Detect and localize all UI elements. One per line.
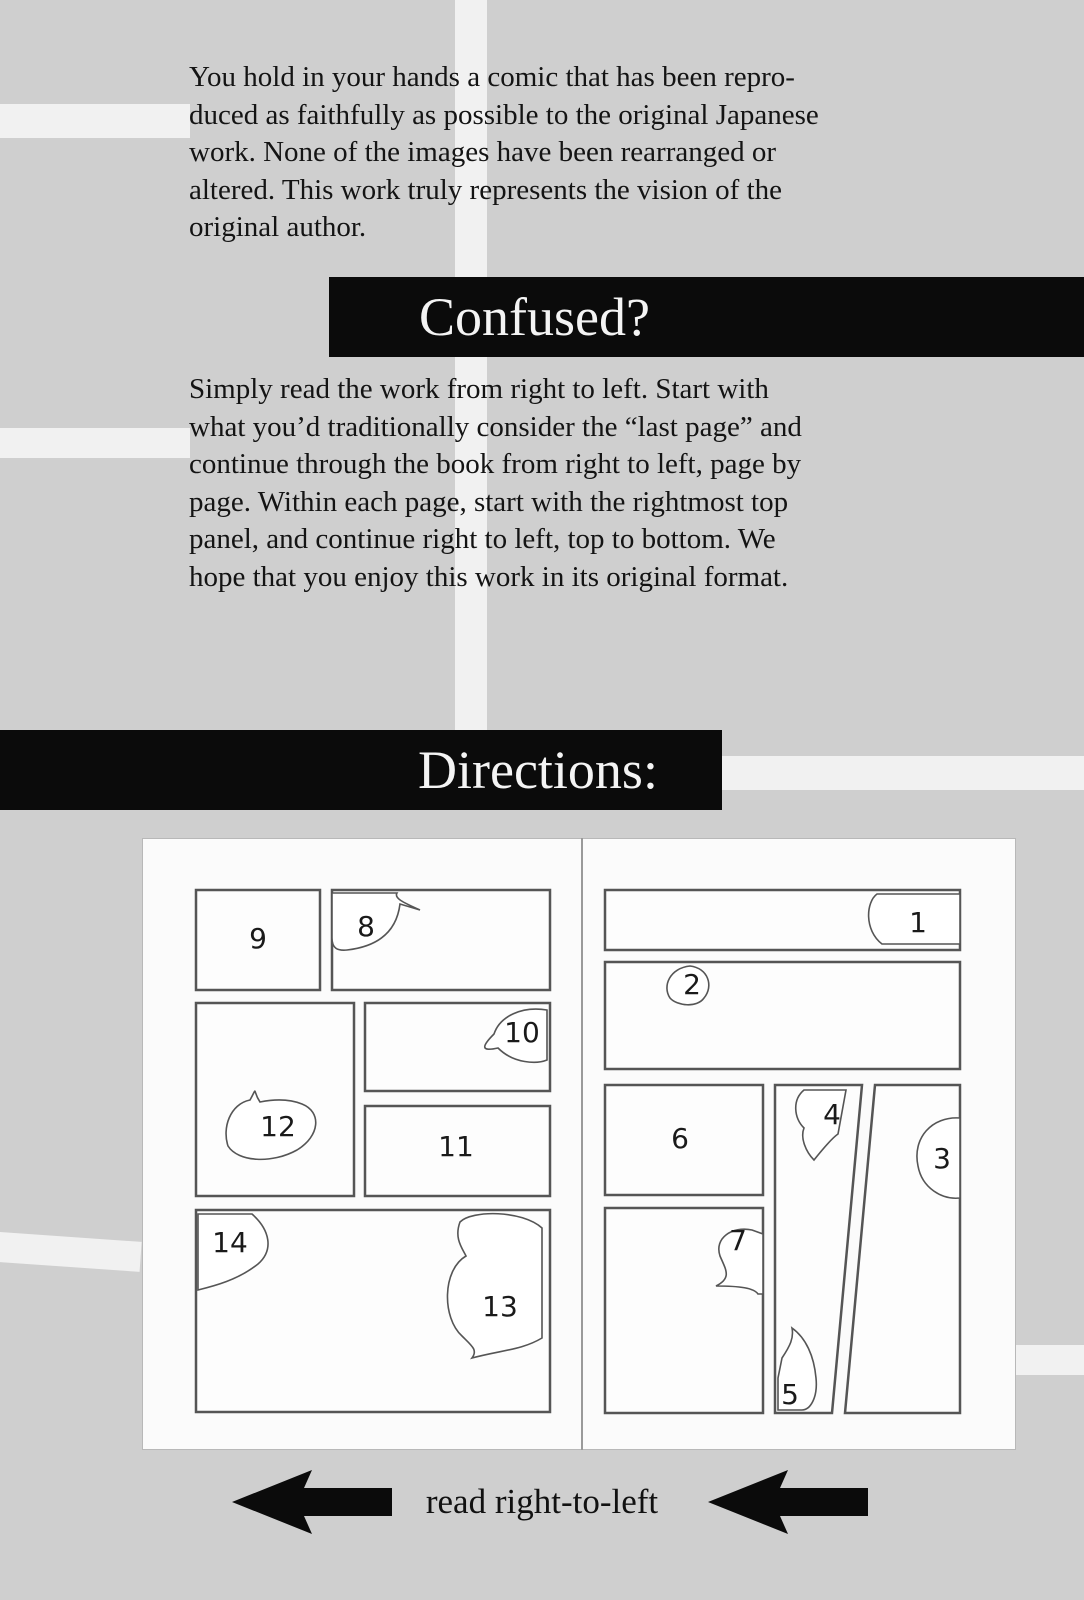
bg-stripe-top [0,104,190,138]
bg-stripe-mid [0,428,190,458]
intro-paragraph [189,59,909,247]
bg-stripe-lower-right [1014,1345,1084,1375]
confused-heading: Confused? [419,287,650,347]
panel-number-12: 12 [260,1110,296,1143]
directions-banner [0,730,722,810]
panel-number-1: 1 [909,906,927,939]
confused-line: continue through the book from right to left, page by [189,448,802,480]
intro-line: original author. [189,211,367,243]
panel-number-9: 9 [249,922,267,955]
intro-line: altered. This work truly represents the vision of the [189,173,783,206]
confused-line: Simply read the work from right to left. Start with [189,373,769,405]
panel-number-7: 7 [729,1224,747,1257]
panel-number-4: 4 [823,1098,841,1131]
panel-number-8: 8 [357,910,375,943]
panel-number-2: 2 [683,968,701,1001]
panel-number-3: 3 [933,1142,951,1175]
panel-number-14: 14 [212,1226,248,1259]
speech-bubble-13 [447,1214,542,1358]
right-arrow-icon [708,1470,870,1534]
panel-number-6: 6 [671,1122,689,1155]
confused-line: what you’d traditionally consider the “last page” and [189,410,802,443]
intro-line: duced as faithfully as possible to the original Japanese [189,98,819,131]
bg-stripe-lower-left [0,1232,142,1272]
confused-line: page. Within each page, start with the rightmost top [189,485,789,518]
panel-number-5: 5 [781,1378,799,1411]
panel-number-13: 13 [482,1290,518,1323]
confused-banner [329,277,1084,357]
confused-line: panel, and continue right to left, top to bottom. We [189,523,776,555]
read-direction-label: read right-to-left [425,1482,659,1521]
panel-number-11: 11 [438,1130,474,1163]
intro-line: work. None of the images have been rearranged or [189,136,776,168]
confused-paragraph [189,371,909,596]
bg-stripe-right [720,756,1084,790]
panel-number-10: 10 [504,1016,540,1049]
panel-layout-diagram [142,838,1016,1450]
panel-2 [605,962,960,1069]
intro-line: You hold in your hands a comic that has been repro- [189,61,795,93]
confused-line: hope that you enjoy this work in its original format. [189,560,789,593]
directions-heading: Directions: [418,740,658,800]
